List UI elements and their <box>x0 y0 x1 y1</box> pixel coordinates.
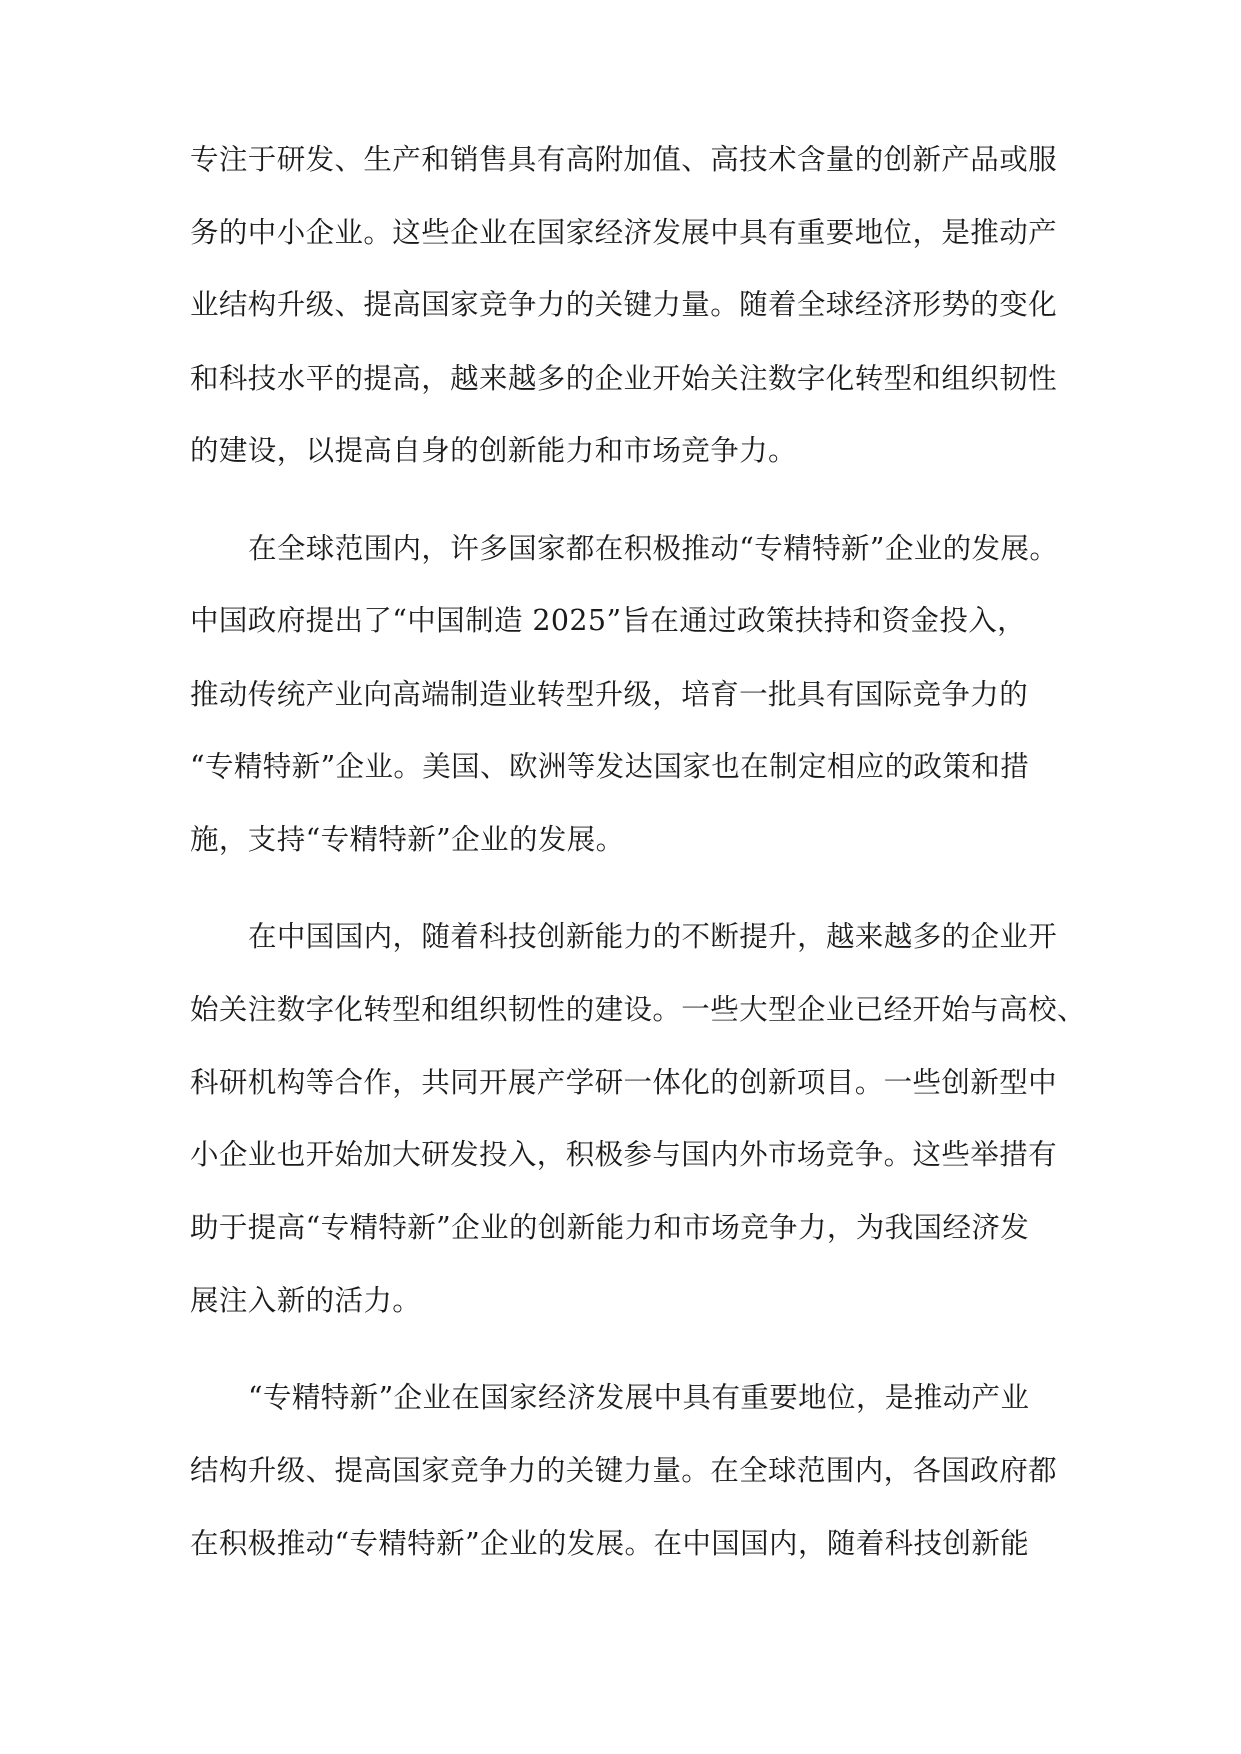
paragraph-1-line-5: 的建设，以提高自身的创新能力和市场竞争力。 <box>190 434 797 467</box>
paragraph-2-line-5: 施，支持“专精特新”企业的发展。 <box>190 823 625 856</box>
paragraph-1-line-1: 专注于研发、生产和销售具有高附加值、高技术含量的创新产品或服 <box>190 143 1058 176</box>
paragraph-4-line-3: 在积极推动“专精特新”企业的发展。在中国国内，随着科技创新能 <box>190 1527 1030 1560</box>
paragraph-4-line-1: “专精特新”企业在国家经济发展中具有重要地位，是推动产业 <box>248 1381 1030 1414</box>
paragraph-3-line-6: 展注入新的活力。 <box>190 1284 422 1317</box>
paragraph-1-line-4: 和科技水平的提高，越来越多的企业开始关注数字化转型和组织韧性 <box>190 362 1058 395</box>
paragraph-2-line-2: 中国政府提出了“中国制造 2025”旨在通过政策扶持和资金投入， <box>190 604 1027 637</box>
paragraph-4-line-2: 结构升级、提高国家竞争力的关键力量。在全球范围内，各国政府都 <box>190 1454 1058 1487</box>
paragraph-3-line-3: 科研机构等合作，共同开展产学研一体化的创新项目。一些创新型中 <box>190 1066 1058 1099</box>
paragraph-3-line-1: 在中国国内，随着科技创新能力的不断提升，越来越多的企业开 <box>248 920 1058 953</box>
paragraph-1-line-2: 务的中小企业。这些企业在国家经济发展中具有重要地位，是推动产 <box>190 216 1058 249</box>
paragraph-3-line-2: 始关注数字化转型和组织韧性的建设。一些大型企业已经开始与高校、 <box>190 993 1086 1026</box>
paragraph-3-line-5: 助于提高“专精特新”企业的创新能力和市场竞争力，为我国经济发 <box>190 1211 1030 1244</box>
paragraph-3-line-4: 小企业也开始加大研发投入，积极参与国内外市场竞争。这些举措有 <box>190 1138 1058 1171</box>
paragraph-1-line-3: 业结构升级、提高国家竞争力的关键力量。随着全球经济形势的变化 <box>190 288 1058 321</box>
paragraph-2-line-1: 在全球范围内，许多国家都在积极推动“专精特新”企业的发展。 <box>248 532 1059 565</box>
paragraph-2-line-3: 推动传统产业向高端制造业转型升级，培育一批具有国际竞争力的 <box>190 678 1029 711</box>
paragraph-2-line-4: “专精特新”企业。美国、欧洲等发达国家也在制定相应的政策和措 <box>190 750 1030 783</box>
